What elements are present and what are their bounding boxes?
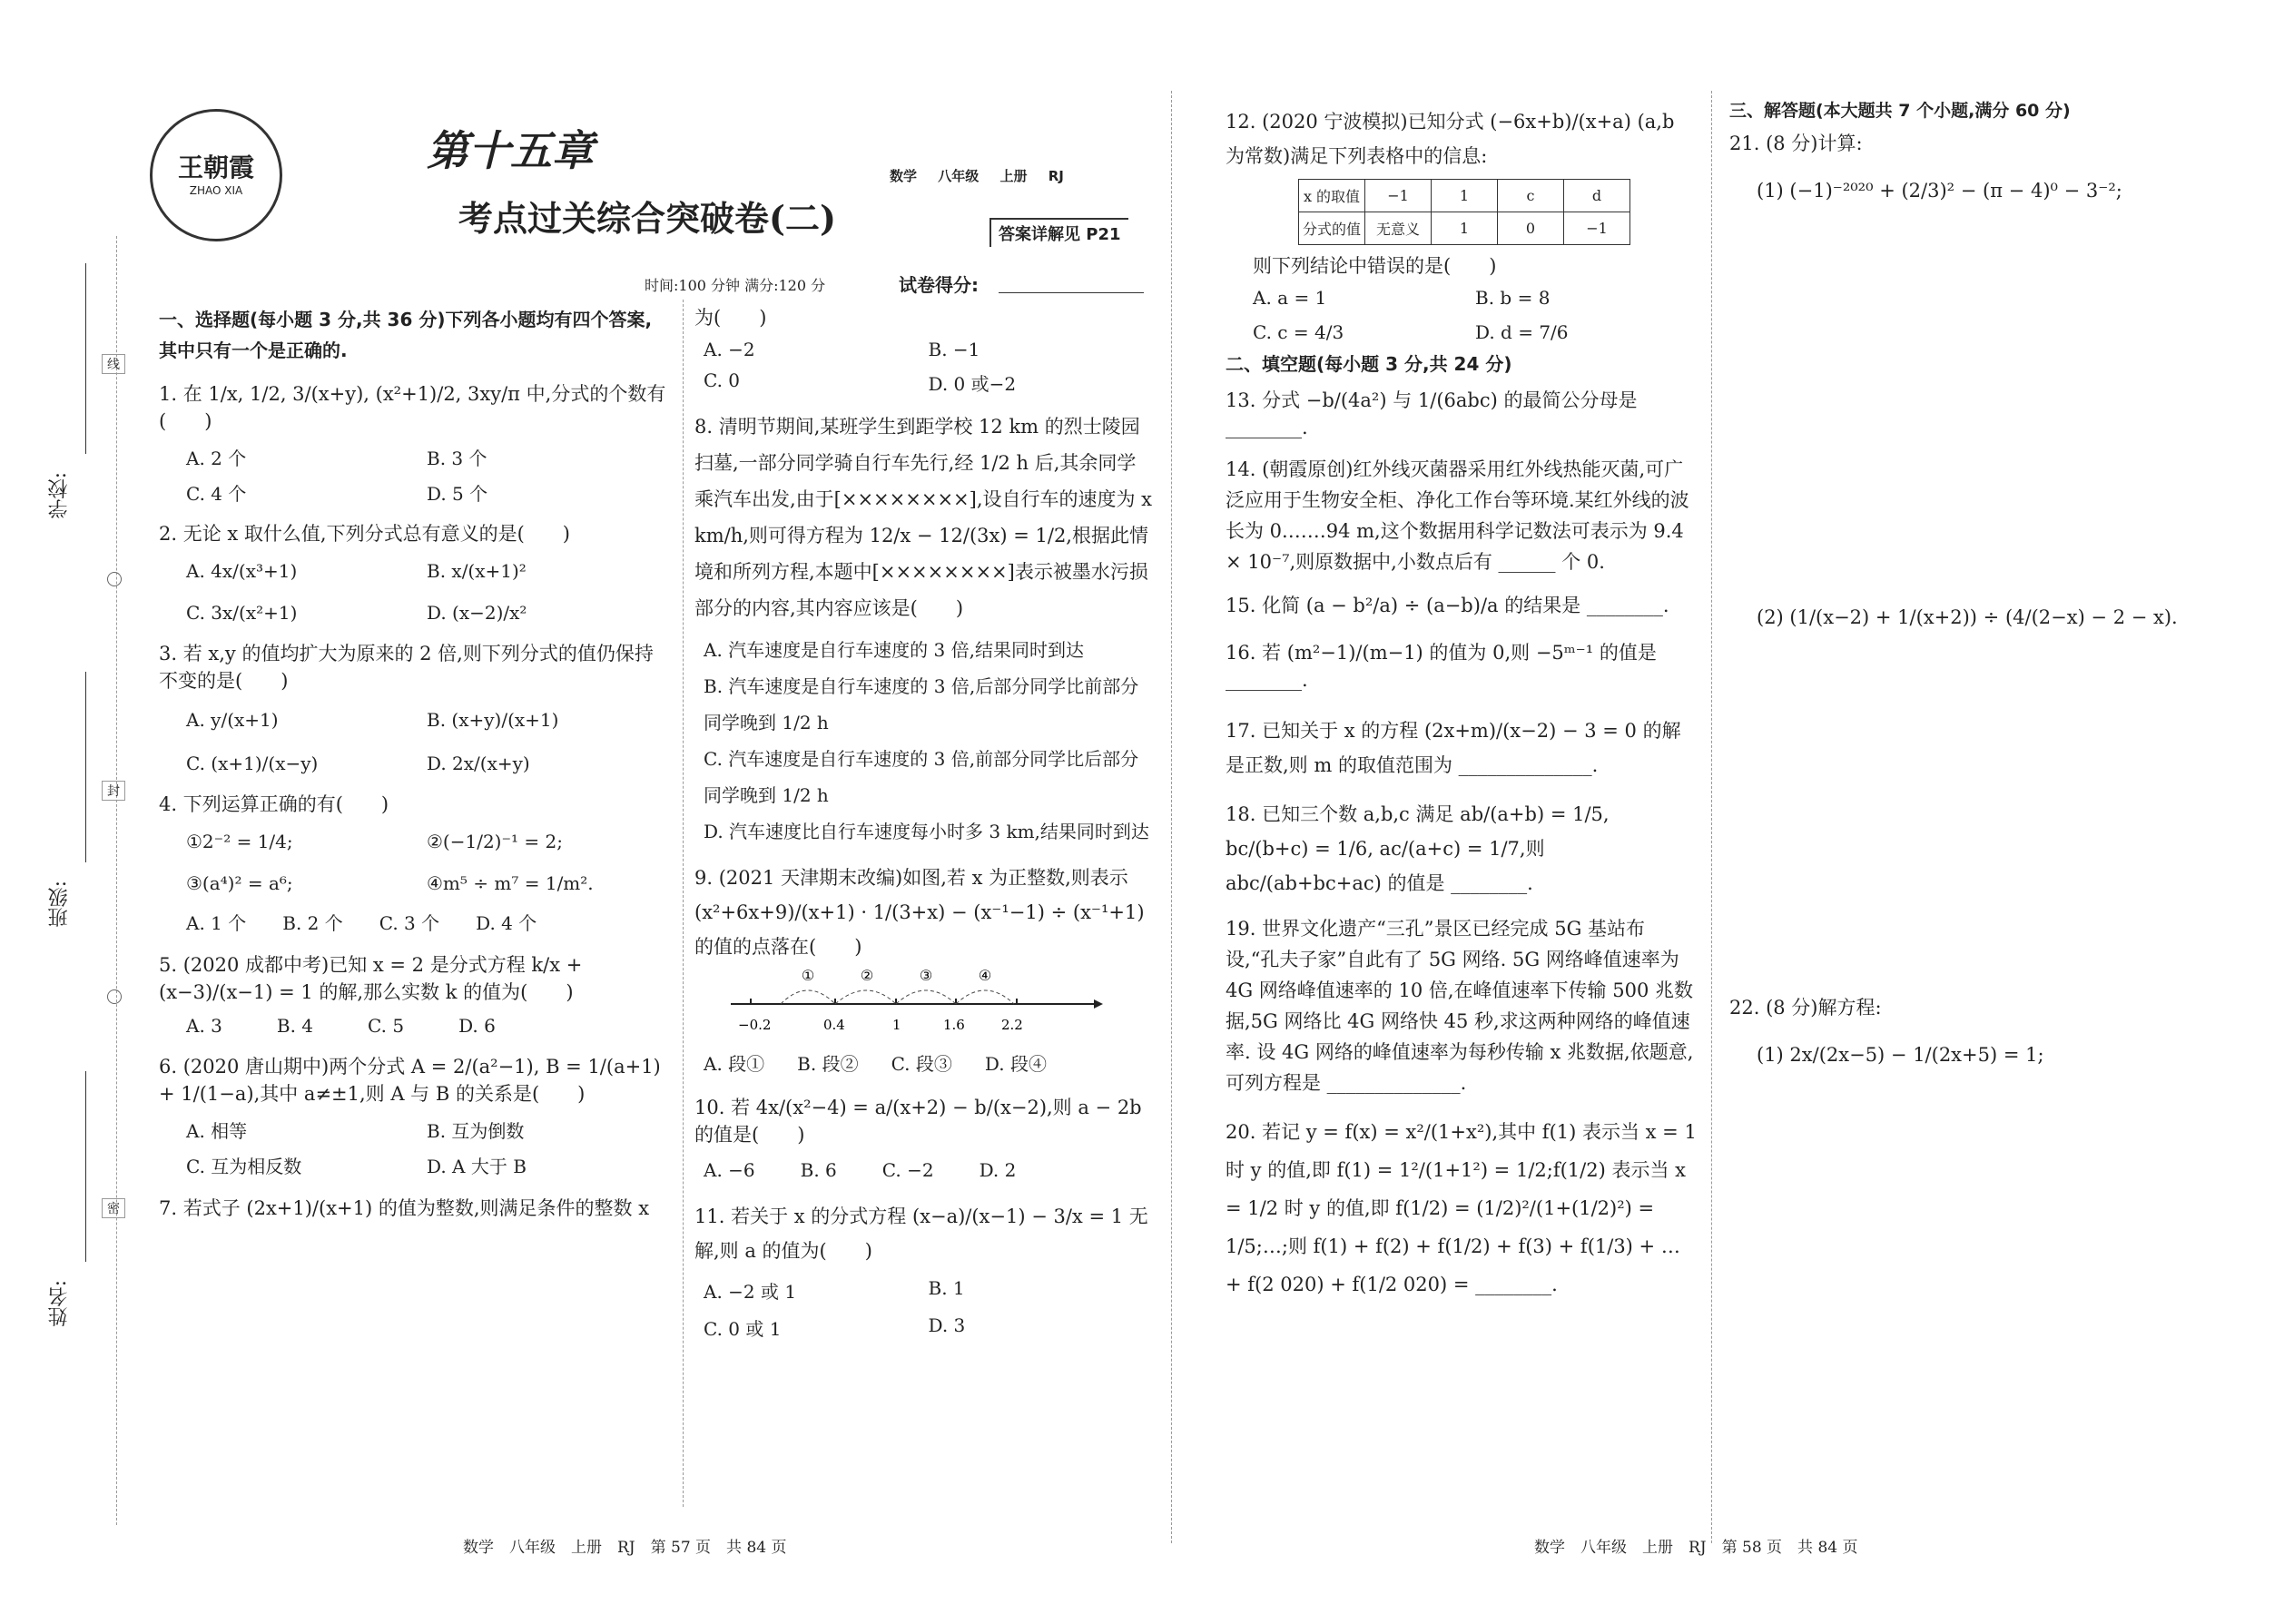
question-20: 20. 若记 y = f(x) = x²/(1+x²),其中 f(1) 表示当 x = 1 时 y 的值,即 f(1) = 1²/(1+1²) = 1/2;f(1/2) 表示当 x = 1/2 时 y 的值,即 f(1/2) = (1/2)²/(1+(1/2)²) = 1/5;…;则 f(1) + f(2) + f(1/2) + f(3) + f(1/3) + … + f(2 020) + f(1/2 020) = ________. (1226, 1121, 1697, 1295)
question-14: 14. (朝霞原创)红外线灭菌器采用红外线热能灭菌,可广泛应用于生物安全柜、净化工作台等环境.某红外线的波长为 0.……94 m,这个数据用科学记数法可表示为 9.4 × 10⁻⁷,则原数据中,小数点后有 ______ 个 0. (1226, 458, 1689, 573)
q4-item-1: ①2⁻² = 1/4; (186, 831, 293, 852)
segment-arc-3 (896, 990, 956, 1004)
q5-option-c[interactable]: C. 5 (368, 1015, 405, 1037)
q10-option-a[interactable]: A. −6 (704, 1159, 755, 1181)
q22-part-1: (1) 2x/(2x−5) − 1/(2x+5) = 1; (1757, 1044, 2044, 1066)
q4-options (159, 909, 667, 935)
q12-prompt: 则下列结论中错误的是( ) (1253, 255, 1497, 277)
q10-option-d[interactable]: D. 2 (979, 1159, 1017, 1181)
table-cell: 1 (1432, 212, 1498, 245)
column-divider (1711, 91, 1712, 1543)
tick-label-0: −0.2 (738, 1017, 772, 1033)
q5-options (159, 1015, 667, 1037)
q21-part-2: (2) (1/(x−2) + 1/(x+2)) ÷ (4/(2−x) − 2 − x). (1757, 606, 2178, 628)
question-22: 22. (8 分)解方程: (1729, 997, 1882, 1019)
question-11: 11. 若关于 x 的分式方程 (x−a)/(x−1) − 3/x = 1 无解,则 a 的值为( ) (694, 1206, 1148, 1262)
question-12: 12. (2020 宁波模拟)已知分式 (−6x+b)/(x+a) (a,b 为常数)满足下列表格中的信息: (1226, 111, 1675, 167)
q9-option-b[interactable]: B. 段② (797, 1053, 859, 1075)
q6-options (159, 1117, 667, 1178)
question-4: 4. 下列运算正确的有( ) (159, 793, 389, 815)
q1-option-c[interactable]: C. 4 个 (186, 483, 247, 505)
q7-option-d[interactable]: D. 0 或−2 (928, 373, 1017, 395)
table-cell: c (1498, 180, 1564, 212)
q4-items (159, 831, 667, 894)
far-right-column (1729, 95, 2274, 1068)
q8-option-c[interactable]: C. 汽车速度是自行车速度的 3 倍,前部分同学比后部分同学晚到 1/2 h (704, 748, 1139, 806)
name-field-label: 姓名: (48, 1280, 71, 1327)
q6-option-d[interactable]: D. A 大于 B (427, 1156, 527, 1177)
question-9: 9. (2021 天津期末改编)如图,若 x 为正整数,则表示 (x²+6x+9)/(x+1) · 1/(3+x) − (x⁻¹−1) ÷ (x⁻¹+1) 的值的点落在( ) (694, 867, 1145, 958)
q3-option-d[interactable]: D. 2x/(x+y) (427, 753, 530, 774)
table-cell: −1 (1365, 180, 1432, 212)
q2-options (159, 560, 667, 624)
question-21: 21. (8 分)计算: (1729, 133, 1863, 154)
q1-options (159, 444, 667, 506)
question-3: 3. 若 x,y 的值均扩大为原来的 2 倍,则下列分式的值仍保持不变的是( ) (159, 643, 654, 692)
binding-strip (36, 236, 118, 1525)
time-info: 时间:100 分钟 满分:120 分 (645, 277, 826, 294)
tick-label-3: 1.6 (943, 1017, 965, 1033)
q4-option-b[interactable]: B. 2 个 (282, 912, 343, 934)
q2-option-c[interactable]: C. 3x/(x²+1) (186, 602, 298, 624)
q4-option-c[interactable]: C. 3 个 (379, 912, 440, 934)
q1-option-a[interactable]: A. 2 个 (186, 448, 247, 469)
q5-option-a[interactable]: A. 3 (186, 1015, 222, 1037)
q3-options (159, 709, 667, 774)
q9-options (694, 1049, 1153, 1076)
q9-option-a[interactable]: A. 段① (704, 1053, 765, 1075)
q4-item-4: ④m⁵ ÷ m⁷ = 1/m². (427, 872, 594, 894)
segment-label-2: ② (860, 968, 874, 984)
question-7: 7. 若式子 (2x+1)/(x+1) 的值为整数,则满足条件的整数 x (159, 1197, 650, 1219)
chapter-title: 第十五章 (427, 126, 594, 175)
table-cell: 0 (1498, 212, 1564, 245)
q1-option-b[interactable]: B. 3 个 (427, 448, 487, 469)
q6-option-a[interactable]: A. 相等 (186, 1120, 248, 1142)
question-5: 5. (2020 成都中考)已知 x = 2 是分式方程 k/x + (x−3)/(x−1) = 1 的解,那么实数 k 的值为( ) (159, 954, 583, 1003)
q4-option-d[interactable]: D. 4 个 (476, 912, 537, 934)
q8-options (694, 632, 1153, 850)
q5-option-d[interactable]: D. 6 (458, 1015, 496, 1037)
q11-option-a[interactable]: A. −2 或 1 (704, 1281, 797, 1303)
q21-part-1: (1) (−1)⁻²⁰²⁰ + (2/3)² − (π − 4)⁰ − 3⁻²; (1757, 180, 2122, 202)
q10-option-b[interactable]: B. 6 (800, 1159, 837, 1181)
subject-tags (890, 166, 1064, 185)
binding-hole (107, 989, 122, 1004)
question-8: 8. 清明节期间,某班学生到距学校 12 km 的烈士陵园扫墓,一部分同学骑自行车先行,经 1/2 h 后,其余同学乘汽车出发,由于[××××××××],设自行车的速度为 x km/h,则可得方程为 12/x − 12/(3x) = 1/2,根据此情境和所列方程,本题中[××××××××]表示被墨水污损部分的内容,其内容应该是( ) (694, 416, 1153, 619)
score-label: 试卷得分: (899, 274, 979, 296)
tag-edition: RJ (1048, 168, 1064, 184)
segment-arc-1 (781, 990, 835, 1004)
table-row (1299, 212, 1630, 245)
tick-label-2: 1 (892, 1017, 901, 1033)
q10-options (694, 1159, 1153, 1181)
q6-option-b[interactable]: B. 互为倒数 (427, 1120, 525, 1142)
q2-option-d[interactable]: D. (x−2)/x² (427, 602, 527, 624)
question-6: 6. (2020 唐山期中)两个分式 A = 2/(a²−1), B = 1/(a+1) + 1/(1−a),其中 a≠±1,则 A 与 B 的关系是( ) (159, 1056, 661, 1105)
q12-option-a[interactable]: A. a = 1 (1253, 287, 1327, 309)
logo-text: 王朝霞 (177, 153, 254, 182)
q7-option-b[interactable]: B. −1 (928, 339, 980, 360)
segment-label-3: ③ (919, 968, 933, 984)
tick-label-1: 0.4 (823, 1017, 845, 1033)
question-13: 13. 分式 −b/(4a²) 与 1/(6abc) 的最简公分母是 ________. (1226, 389, 1638, 438)
binding-hole (107, 572, 122, 586)
binding-dashed-line (116, 236, 117, 1525)
answer-reference: 答案详解见 P21 (989, 218, 1128, 247)
q12-option-d[interactable]: D. d = 7/6 (1475, 321, 1569, 343)
q2-option-a[interactable]: A. 4x/(x³+1) (186, 560, 298, 582)
class-field-line[interactable] (85, 672, 86, 862)
q12-option-c[interactable]: C. c = 4/3 (1253, 321, 1344, 343)
name-field-line[interactable] (85, 1071, 86, 1262)
q7-options (694, 339, 1153, 396)
brand-logo (150, 109, 282, 241)
page-divider (1171, 91, 1172, 1543)
school-field-line[interactable] (85, 263, 86, 454)
q3-option-a[interactable]: A. y/(x+1) (186, 709, 279, 731)
q11-option-d[interactable]: D. 3 (928, 1314, 966, 1336)
q4-option-a[interactable]: A. 1 个 (186, 912, 247, 934)
question-18: 18. 已知三个数 a,b,c 满足 ab/(a+b) = 1/5, bc/(b+c) = 1/6, ac/(a+c) = 1/7,则 abc/(ab+bc+ac) 的值是 ________. (1226, 803, 1610, 894)
logo-subtext: ZHAO XIA (189, 184, 243, 197)
segment-label-1: ① (801, 968, 815, 984)
q11-option-b[interactable]: B. 1 (928, 1277, 965, 1299)
q3-option-c[interactable]: C. (x+1)/(x−y) (186, 753, 319, 774)
tag-volume: 上册 (999, 168, 1028, 184)
q10-option-c[interactable]: C. −2 (881, 1159, 934, 1181)
column-divider (683, 300, 684, 1507)
footer-page-57: 数学 八年级 上册 RJ 第 57 页 共 84 页 (463, 1539, 787, 1557)
table-cell: 分式的值 (1299, 212, 1365, 245)
table-cell: −1 (1564, 212, 1630, 245)
q8-option-b[interactable]: B. 汽车速度是自行车速度的 3 倍,后部分同学比前部分同学晚到 1/2 h (704, 675, 1139, 733)
q11-options (694, 1277, 1153, 1341)
q4-item-3: ③(a⁴)² = a⁶; (186, 872, 293, 894)
q4-item-2: ②(−1/2)⁻¹ = 2; (427, 831, 563, 852)
q6-option-c[interactable]: C. 互为相反数 (186, 1156, 302, 1177)
q7-option-a[interactable]: A. −2 (704, 339, 755, 360)
question-7-continued: 为( ) (694, 307, 767, 329)
q7-option-c[interactable]: C. 0 (704, 369, 741, 391)
number-line-figure (722, 968, 1103, 1040)
table-row (1299, 180, 1630, 212)
seal-mark-line: 线 (102, 354, 125, 374)
question-10: 10. 若 4x/(x²−4) = a/(x+2) − b/(x−2),则 a − 2b 的值是( ) (694, 1097, 1142, 1146)
segment-label-4: ④ (978, 968, 992, 984)
question-16: 16. 若 (m²−1)/(m−1) 的值为 0,则 −5ᵐ⁻¹ 的值是 ________. (1226, 642, 1657, 691)
q8-option-a[interactable]: A. 汽车速度是自行车速度的 3 倍,结果同时到达 (704, 639, 1084, 661)
footer-page-58: 数学 八年级 上册 RJ 第 58 页 共 84 页 (1534, 1539, 1858, 1557)
middle-column (694, 304, 1153, 1341)
question-15: 15. 化简 (a − b²/a) ÷ (a−b)/a 的结果是 ________. (1226, 595, 1669, 616)
q1-option-d[interactable]: D. 5 个 (427, 483, 488, 505)
question-1: 1. 在 1/x, 1/2, 3/(x+y), (x²+1)/2, 3xy/π 中,分式的个数有 ( ) (159, 383, 666, 432)
seal-mark-secret: 密 (102, 1198, 125, 1218)
tag-subject: 数学 (890, 168, 918, 184)
section-1-heading: 一、选择题(每小题 3 分,共 36 分)下列各小题均有四个答案,其中只有一个是正确的. (159, 309, 653, 361)
table-cell: 1 (1432, 180, 1498, 212)
class-field-label: 班级: (48, 881, 71, 928)
seal-mark-seal: 封 (102, 781, 125, 801)
score-line[interactable] (999, 292, 1144, 293)
q8-option-d[interactable]: D. 汽车速度比自行车速度每小时多 3 km,结果同时到达 (704, 821, 1149, 842)
q9-option-c[interactable]: C. 段③ (891, 1053, 952, 1075)
q3-option-b[interactable]: B. (x+y)/(x+1) (427, 709, 559, 731)
left-column (159, 304, 667, 1222)
table-cell: 无意义 (1365, 212, 1432, 245)
number-line-arrow (1094, 999, 1103, 1009)
tag-grade: 八年级 (938, 168, 980, 184)
table-cell: d (1564, 180, 1630, 212)
segment-arc-4 (956, 990, 1014, 1004)
q12-options (1226, 287, 1698, 343)
question-19: 19. 世界文化遗产“三孔”景区已经完成 5G 基站布设,“孔夫子家”自此有了 5G 网络. 5G 网络峰值速率为 4G 网络峰值速率的 10 倍,在峰值速率下传输 500 兆数据,5G 网络比 4G 网络快 45 秒,求这两种网络的峰值速率. 设 4G 网络的峰值速率为每秒传输 x 兆数据,依题意,可列方程是 ______________. (1226, 918, 1694, 1094)
right-column (1226, 104, 1698, 1304)
exam-title: 考点过关综合突破卷(二) (458, 198, 836, 239)
tick-label-4: 2.2 (1001, 1017, 1023, 1033)
q5-option-b[interactable]: B. 4 (276, 1015, 314, 1037)
section-3-heading: 三、解答题(本大题共 7 个小题,满分 60 分) (1729, 101, 2071, 121)
q12-info-table (1298, 179, 1630, 245)
q9-option-d[interactable]: D. 段④ (984, 1053, 1047, 1075)
q2-option-b[interactable]: B. x/(x+1)² (427, 560, 527, 582)
question-17: 17. 已知关于 x 的方程 (2x+m)/(x−2) − 3 = 0 的解是正数,则 m 的取值范围为 ______________. (1226, 720, 1681, 776)
school-field-label: 学校: (48, 472, 71, 519)
q12-option-b[interactable]: B. b = 8 (1475, 287, 1551, 309)
section-2-heading: 二、填空题(每小题 3 分,共 24 分) (1226, 353, 1512, 375)
question-2: 2. 无论 x 取什么值,下列分式总有意义的是( ) (159, 523, 570, 545)
table-cell: x 的取值 (1299, 180, 1365, 212)
segment-arc-2 (835, 990, 896, 1004)
q11-option-c[interactable]: C. 0 或 1 (704, 1318, 782, 1340)
